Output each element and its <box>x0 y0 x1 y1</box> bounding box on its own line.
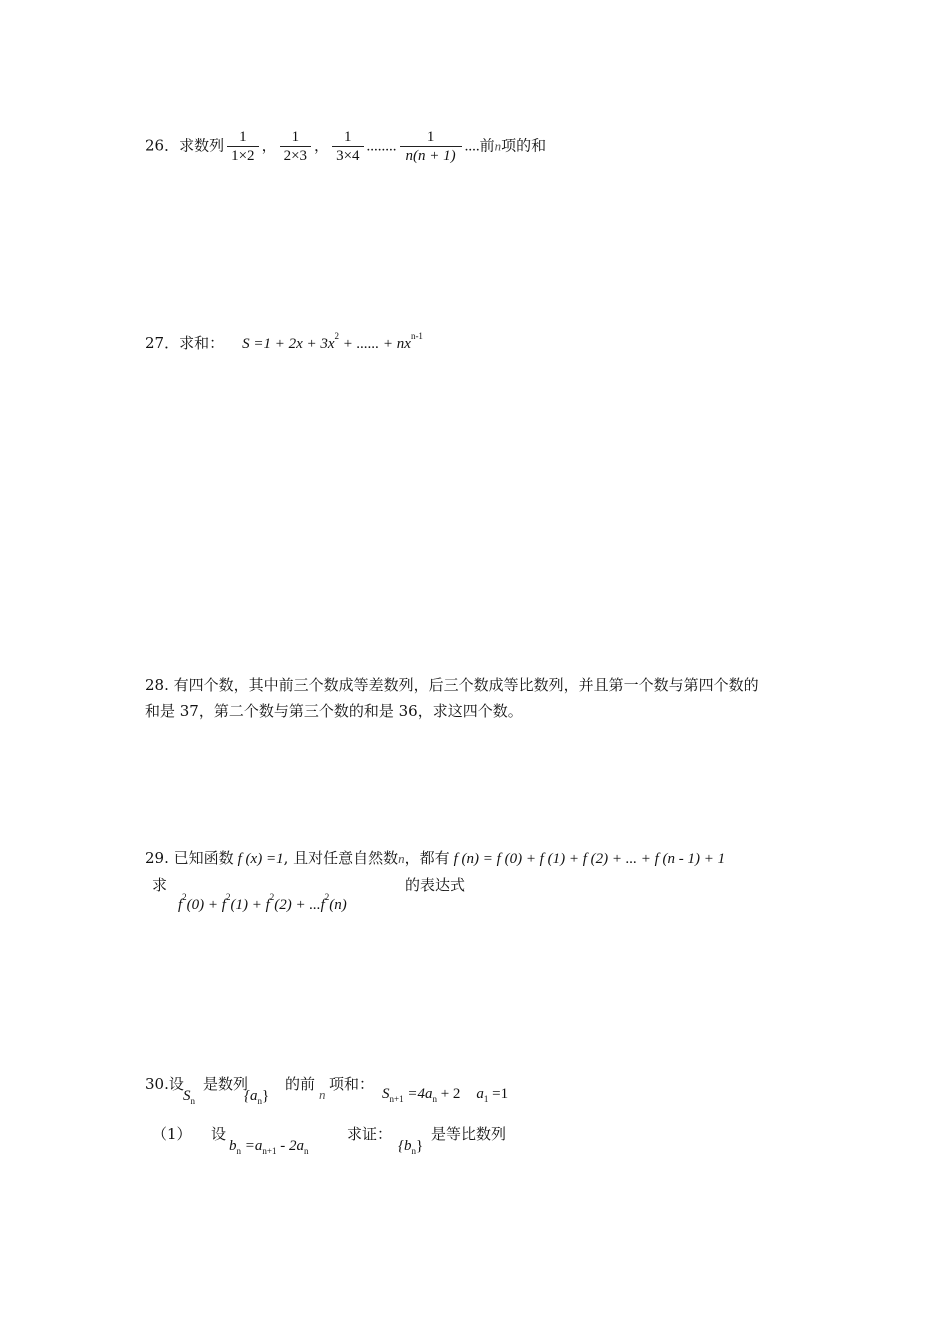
q26-fraction-4 <box>400 128 462 165</box>
q30-n: n <box>319 1087 326 1102</box>
q30-mid1: 是数列 <box>203 1075 249 1093</box>
question-28-line-1: 28. 有四个数，其中前三个数成等差数列，后三个数成等比数列，并且第一个数与第四个数的 <box>145 676 759 694</box>
q30-rec-a-sub: n <box>432 1094 437 1104</box>
q26-sep-2: ， <box>314 136 330 155</box>
q30-init-a: a <box>476 1086 484 1102</box>
q30-rec-mid: =4a <box>403 1086 433 1102</box>
q30-b-sub: n <box>236 1146 241 1156</box>
q27-expr-a: S =1 + 2x + 3x <box>242 336 335 352</box>
q30-rec-S: S <box>382 1086 390 1102</box>
q26-f2-numerator: 1 <box>291 129 300 145</box>
q27-exp-1: 2 <box>334 331 340 341</box>
q26-f4-denominator: n(n + 1) <box>400 146 462 165</box>
q26-tail-a: 前 <box>479 136 495 155</box>
question-26 <box>145 128 546 165</box>
q26-f4-numerator: 1 <box>426 129 435 145</box>
q30-part1-label: （1） <box>152 1125 192 1143</box>
q30-b-mid: - 2a <box>276 1138 304 1154</box>
q30-b-eq: =a <box>241 1138 263 1154</box>
q30-bn-left: {b <box>398 1138 412 1154</box>
q30-mid3: 项和： <box>329 1075 375 1093</box>
q26-dots-1: ........ <box>366 138 397 155</box>
q30-bn-right: } <box>416 1138 424 1154</box>
q30-bn-sub: n <box>411 1146 416 1156</box>
q30-b-sub1: n+1 <box>262 1146 277 1156</box>
q27-exp-2: n-1 <box>410 331 423 341</box>
q30-Sn <box>183 1082 195 1114</box>
q30-S: S <box>183 1088 191 1104</box>
q29-sum-part: (0) + f <box>186 897 226 913</box>
q30-prove: 求证： <box>347 1125 393 1143</box>
q29-sum-exp: 2 <box>269 892 275 902</box>
q29-label: 29. 已知函数 <box>145 849 234 867</box>
q26-tail-b: 项的和 <box>501 136 547 155</box>
q29-sum-part: f <box>178 897 183 913</box>
q30-rec-S-sub: n+1 <box>389 1094 404 1104</box>
q30-part1-set: 设 <box>211 1125 227 1143</box>
q29-sum-part: (n) <box>329 897 347 913</box>
q26-f3-numerator: 1 <box>344 129 352 145</box>
q26-f1-numerator: 1 <box>239 129 247 145</box>
q26-f3-denominator: 3×4 <box>332 146 363 165</box>
q30-init-tail: =1 <box>488 1086 509 1102</box>
q29-sum-part: (1) + f <box>230 897 270 913</box>
q26-n: n <box>494 138 502 154</box>
q27-label: 27．求和： <box>145 334 225 352</box>
q29-n: n <box>398 851 405 866</box>
q29-sum-part: (2) + ...f <box>274 897 325 913</box>
q26-dots-2: .... <box>464 138 480 155</box>
q30-an-sub: n <box>257 1096 262 1106</box>
q29-equation: f (n) = f (0) + f (1) + f (2) + ... + f (n - 1) + 1 <box>453 851 726 867</box>
q29-sum <box>178 884 347 918</box>
q30-rec-tail: + 2 <box>436 1086 461 1102</box>
q26-label: 26．求数列 <box>145 136 225 155</box>
q26-fraction-3 <box>332 128 363 165</box>
q29-ask: 求 <box>152 876 168 894</box>
question-28-line-2: 和是 37，第二个数与第三个数的和是 36，求这四个数。 <box>145 702 523 720</box>
q30-init-sub: 1 <box>483 1094 489 1104</box>
q29-fx: f (x) =1 <box>237 851 284 867</box>
question-29 <box>145 845 725 872</box>
q26-f1-denominator: 1×2 <box>227 146 258 165</box>
q29-mid2: ，都有 <box>404 849 450 867</box>
q30-bn-def <box>229 1132 308 1164</box>
q30-bn-set <box>398 1132 423 1164</box>
q30-S-sub: n <box>190 1096 195 1106</box>
q26-fraction-2 <box>280 128 311 165</box>
q26-f2-denominator: 2×3 <box>280 146 311 165</box>
q30-mid2: 的前 <box>285 1075 316 1093</box>
q26-fraction-1 <box>227 128 258 165</box>
question-27 <box>145 323 423 357</box>
q29-mid: , 且对任意自然数 <box>283 849 399 867</box>
q30-an-left: {a <box>244 1088 258 1104</box>
q30-prove-tail: 是等比数列 <box>431 1125 507 1143</box>
q30-an <box>244 1082 269 1114</box>
q29-tail: 的表达式 <box>405 876 466 894</box>
q30-an-right: } <box>262 1088 270 1104</box>
q30-recurrence <box>382 1080 508 1112</box>
q29-sum-exp: 2 <box>182 892 187 902</box>
q30-label: 30.设 <box>145 1075 184 1093</box>
q29-sum-exp: 2 <box>324 892 330 902</box>
q30-b-sub2: n <box>303 1146 309 1156</box>
q30-b: b <box>229 1138 237 1154</box>
q27-expr-b: + ...... + nx <box>339 336 411 352</box>
q26-sep-1: ， <box>261 136 277 155</box>
q29-sum-exp: 2 <box>225 892 231 902</box>
